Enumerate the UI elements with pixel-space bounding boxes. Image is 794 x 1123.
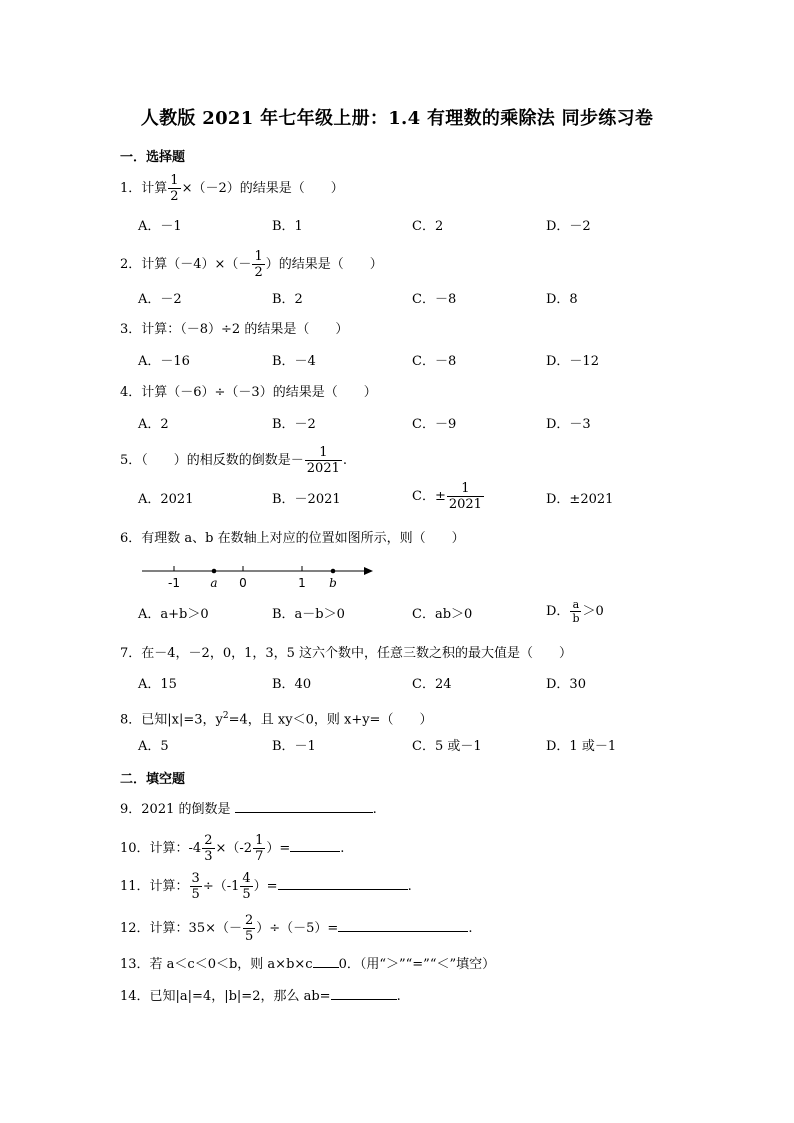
label-one: 1 xyxy=(298,576,306,590)
option-d: D．－3 xyxy=(546,417,591,432)
question-1-options xyxy=(120,217,720,239)
option-a: A．－16 xyxy=(138,354,190,369)
option-c: C．－9 xyxy=(412,417,457,432)
option-b: B．40 xyxy=(272,677,312,692)
fraction: $\frac{3}{5}$ xyxy=(191,871,200,902)
question-3-options xyxy=(120,352,720,374)
question-2-options xyxy=(120,290,720,312)
label-b: b xyxy=(329,576,337,590)
fraction: $\frac{1}{7}$ xyxy=(255,833,264,864)
question-1 xyxy=(120,174,344,203)
option-a: A．－1 xyxy=(138,219,182,234)
option-b: B．－4 xyxy=(272,354,316,369)
question-7: 7．在－4，－2，0，1，3，5 这六个数中，任意三数之积的最大值是（ ） xyxy=(120,646,573,661)
option-b: B．－2 xyxy=(272,417,316,432)
question-9: 9．2021 的倒数是 . xyxy=(120,802,377,817)
question-5-prefix: 5．（ ）的相反数的倒数是－ xyxy=(120,453,304,468)
option-b: B．a－b＞0 xyxy=(272,607,345,622)
question-2 xyxy=(120,250,383,279)
option-d: D．30 xyxy=(546,677,586,692)
question-4-options xyxy=(120,415,720,437)
question-5-options xyxy=(120,481,720,512)
option-a: A．5 xyxy=(138,739,169,754)
question-3: 3．计算：（－8）÷2 的结果是（ ） xyxy=(120,322,349,337)
question-4: 4．计算（－6）÷（－3）的结果是（ ） xyxy=(120,385,377,400)
option-c: C．5 或－1 xyxy=(412,739,482,754)
question-7-options xyxy=(120,675,720,697)
question-12: 12．计算：35×（－ $\frac{2}{5}$ ）÷（－5）= . xyxy=(120,913,473,944)
option-d: D．1 或－1 xyxy=(546,739,617,754)
question-11: 11．计算： $\frac{3}{5}$ ÷（-1 $\frac{4}{5}$ ）= . xyxy=(120,871,412,902)
question-2-prefix: 2．计算（－4）×（－ xyxy=(120,257,252,272)
question-5-suffix: . xyxy=(342,453,348,468)
question-5 xyxy=(120,446,347,475)
answer-blank[interactable] xyxy=(235,800,373,813)
option-b: B．－1 xyxy=(272,739,316,754)
option-d: D．－2 xyxy=(546,219,591,234)
question-8: 8．已知|x|=3，$y^2=4$，且 xy＜0，则 x+y=（ ） xyxy=(120,711,433,728)
fraction: $\frac{1}{2}$ xyxy=(254,249,263,280)
option-d: D．8 xyxy=(546,292,578,307)
option-c: C．2 xyxy=(412,219,444,234)
point-a xyxy=(212,569,217,574)
fraction: $\frac{a}{b}$ xyxy=(572,598,580,625)
option-a: A．a+b＞0 xyxy=(138,607,209,622)
fraction: $\frac{1}{2021}$ xyxy=(306,445,340,476)
question-14: 14．已知|a|=4，|b|=2，那么 ab= . xyxy=(120,989,401,1004)
option-a: A．2021 xyxy=(138,492,194,507)
option-a: A．－2 xyxy=(138,292,182,307)
question-6: 6．有理数 a、b 在数轴上对应的位置如图所示，则（ ） xyxy=(120,531,465,546)
fraction: $\frac{1}{2021}$ xyxy=(448,481,482,512)
question-8-options xyxy=(120,737,720,759)
point-b xyxy=(331,569,336,574)
question-1-suffix: ×（－2）的结果是（ ） xyxy=(181,181,344,196)
option-c: C．24 xyxy=(412,677,452,692)
question-1-prefix: 1．计算 xyxy=(120,181,168,196)
fraction: $\frac{2}{3}$ xyxy=(204,833,213,864)
option-b: B．1 xyxy=(272,219,303,234)
question-13: 13．若 a＜c＜0＜b，则 a×b×c 0．（用“＞”“=”“＜”填空） xyxy=(120,957,496,972)
answer-blank[interactable] xyxy=(290,839,340,852)
page-title: 人教版 2021 年七年级上册：1.4 有理数的乘除法 同步练习卷 xyxy=(140,108,654,129)
label-a: a xyxy=(210,576,218,590)
option-b: B．2 xyxy=(272,292,303,307)
fraction: $\frac{1}{2}$ xyxy=(170,173,179,204)
option-c: C．－8 xyxy=(412,354,457,369)
question-6-options xyxy=(120,598,720,627)
section-heading-choice: 一．选择题 xyxy=(120,150,186,165)
option-d: D．±2021 xyxy=(546,492,614,507)
option-c: C．－8 xyxy=(412,292,457,307)
option-b: B．－2021 xyxy=(272,492,341,507)
option-a: A．15 xyxy=(138,677,177,692)
answer-blank[interactable] xyxy=(331,987,397,1000)
label-neg-one: -1 xyxy=(168,576,180,590)
fraction: $\frac{4}{5}$ xyxy=(242,871,251,902)
number-line xyxy=(140,562,380,594)
fraction: $\frac{2}{5}$ xyxy=(244,913,254,944)
option-d: D． $\frac{a}{b}$ ＞0 xyxy=(546,598,604,625)
option-c: C．± $\frac{1}{2021}$ xyxy=(412,481,482,512)
option-d: D．－12 xyxy=(546,354,599,369)
arrow-head-icon xyxy=(364,567,373,575)
option-c: C．ab＞0 xyxy=(412,607,473,622)
section-heading-fill: 二．填空题 xyxy=(120,772,186,787)
question-2-suffix: ）的结果是（ ） xyxy=(265,257,383,272)
option-a: A．2 xyxy=(138,417,169,432)
answer-blank[interactable] xyxy=(313,955,339,968)
answer-blank[interactable] xyxy=(278,877,408,890)
label-zero: 0 xyxy=(239,576,247,590)
question-10: 10．计算：-4 $\frac{2}{3}$ ×（-2 $\frac{1}{7}$ ）= . xyxy=(120,833,345,864)
answer-blank[interactable] xyxy=(338,919,468,932)
